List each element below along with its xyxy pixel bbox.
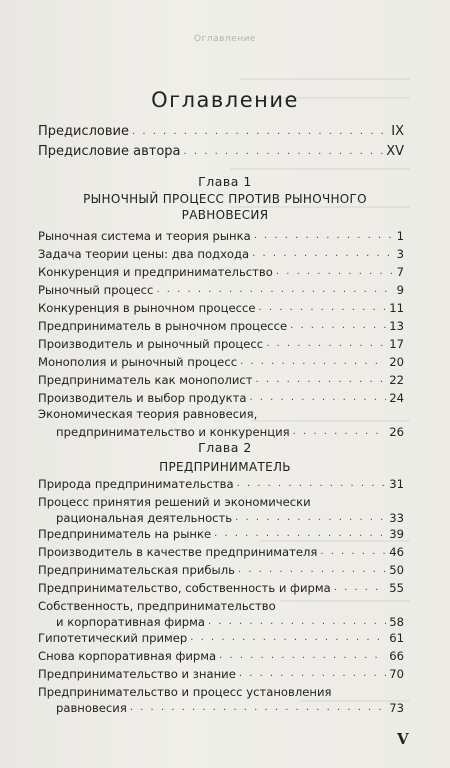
toc-entry-page: 17 (389, 337, 404, 351)
toc-entry-label: Конкуренция в рыночном процессе (38, 301, 256, 315)
toc-entry-page: 55 (389, 581, 404, 595)
toc-entry-label: рациональная деятельность (56, 511, 233, 525)
leader-dots (235, 510, 386, 526)
leader-dots (254, 228, 394, 244)
toc-entry-page: 7 (396, 265, 404, 279)
leader-dots (219, 648, 386, 664)
toc-entry-first-line[interactable] (38, 494, 404, 510)
toc-entry-page: 70 (389, 667, 404, 681)
leader-dots (259, 300, 387, 316)
toc-entry[interactable] (38, 282, 404, 298)
chapter2-number: Глава 2 (198, 440, 252, 455)
toc-entry-label: Предпринимательская прибыль (38, 563, 235, 577)
leader-dots (240, 354, 386, 370)
toc-entry[interactable] (38, 390, 404, 406)
toc-entry-first-line[interactable] (38, 406, 404, 422)
show-through-line (240, 78, 410, 80)
toc-entry-page: 13 (389, 319, 404, 333)
toc-entry-page: 46 (389, 545, 404, 559)
toc-entry[interactable] (38, 264, 404, 280)
toc-entry-page: 33 (389, 511, 404, 525)
leader-dots (132, 124, 388, 140)
toc-entry-page: IX (391, 124, 404, 139)
toc-entry-label: Задача теории цены: два подхода (38, 247, 250, 261)
toc-entry-page: 11 (389, 301, 404, 315)
toc-entry[interactable] (38, 246, 404, 262)
toc-entry-label: Рыночный процесс (38, 283, 154, 297)
toc-entry-label: предпринимательство и конкуренция (56, 425, 290, 439)
toc-entry-page: 61 (389, 631, 404, 645)
toc-entry-author-preface[interactable] (38, 144, 404, 160)
toc-entry-label: Предисловие автора (38, 144, 181, 159)
toc-entry-page: 22 (389, 373, 404, 387)
toc-entry-continuation[interactable] (38, 510, 404, 526)
leader-dots (238, 562, 386, 578)
toc-entry-label: Предпринимательство и знание (38, 667, 236, 681)
toc-entry-label: Предпринимательство и процесс установления (38, 685, 332, 699)
toc-entry-continuation[interactable] (38, 614, 404, 630)
toc-entry-page: XV (386, 144, 404, 159)
leader-dots (208, 614, 386, 630)
toc-entry[interactable] (38, 666, 404, 682)
toc-entry-label: Гипотетический пример (38, 631, 188, 645)
leader-dots (334, 580, 387, 596)
toc-entry[interactable] (38, 372, 404, 388)
toc-entry-page: 39 (389, 527, 404, 541)
leader-dots (130, 700, 386, 716)
toc-entry-page: 1 (396, 229, 404, 243)
page-folio: V (397, 730, 409, 748)
toc-entry-continuation[interactable] (38, 424, 404, 440)
leader-dots (256, 372, 387, 388)
toc-entry-label: Собственность, предпринимательство (38, 599, 276, 613)
toc-entry-page: 3 (396, 247, 404, 261)
leader-dots (266, 336, 386, 352)
toc-entry-label: и корпоративная фирма (56, 615, 205, 629)
toc-entry-page: 58 (389, 615, 404, 629)
toc-entry-label: Процесс принятия решений и экономически (38, 495, 311, 509)
toc-entry-page: 73 (389, 701, 404, 715)
leader-dots (156, 282, 393, 298)
toc-entry-preface[interactable] (38, 124, 404, 140)
leader-dots (290, 318, 386, 334)
toc-entry-label: Производитель и рыночный процесс (38, 337, 264, 351)
show-through-line (230, 168, 410, 170)
toc-entry-page: 31 (389, 477, 404, 491)
chapter1-number: Глава 1 (198, 174, 252, 189)
leader-dots (239, 666, 386, 682)
toc-entry[interactable] (38, 354, 404, 370)
chapter1-title-line1: РЫНОЧНЫЙ ПРОЦЕСС ПРОТИВ РЫНОЧНОГО (83, 192, 367, 206)
toc-entry-continuation[interactable] (38, 700, 404, 716)
toc-entry-label: Производитель в качестве предпринимателя (38, 545, 318, 559)
toc-entry-label: Снова корпоративная фирма (38, 649, 217, 663)
toc-entry[interactable] (38, 648, 404, 664)
chapter1-title-line2: РАВНОВЕСИЯ (181, 208, 269, 222)
leader-dots (237, 476, 387, 492)
toc-entry[interactable] (38, 562, 404, 578)
leader-dots (190, 630, 386, 646)
toc-entry-page: 50 (389, 563, 404, 577)
toc-entry-label: Конкуренция и предпринимательство (38, 265, 273, 279)
toc-entry[interactable] (38, 630, 404, 646)
toc-entry-label: Предпринимательство, собственность и фирма (38, 581, 331, 595)
toc-entry[interactable] (38, 544, 404, 560)
toc-entry-page: 26 (389, 425, 404, 439)
toc-entry-label: Монополия и рыночный процесс (38, 355, 238, 369)
running-head: Оглавление (194, 34, 256, 44)
toc-entry-label: Предприниматель на рынке (38, 527, 212, 541)
page-title: Оглавление (151, 88, 299, 112)
toc-entry[interactable] (38, 228, 404, 244)
toc-entry[interactable] (38, 300, 404, 316)
toc-entry-label: Экономическая теория равновесия, (38, 407, 258, 421)
chapter2-title-line1: ПРЕДПРИНИМАТЕЛЬ (159, 460, 291, 474)
leader-dots (252, 246, 393, 262)
toc-entry[interactable] (38, 336, 404, 352)
leader-dots (276, 264, 394, 280)
leader-dots (214, 526, 386, 542)
toc-entry-label: Производитель и выбор продукта (38, 391, 247, 405)
toc-entry[interactable] (38, 318, 404, 334)
toc-entry[interactable] (38, 476, 404, 492)
toc-entry-label: Предприниматель в рыночном процессе (38, 319, 288, 333)
leader-dots (249, 390, 386, 406)
toc-entry-label: Рыночная система и теория рынка (38, 229, 251, 243)
leader-dots (293, 424, 387, 440)
toc-entry-page: 20 (389, 355, 404, 369)
toc-entry-first-line[interactable] (38, 598, 404, 614)
leader-dots (184, 144, 384, 160)
toc-entry[interactable] (38, 526, 404, 542)
toc-entry-page: 66 (389, 649, 404, 663)
toc-entry-label: Предприниматель как монополист (38, 373, 253, 387)
leader-dots (320, 544, 386, 560)
toc-entry-first-line[interactable] (38, 684, 404, 700)
toc-entry-label: равновесия (56, 701, 127, 715)
toc-entry-label: Природа предпринимательства (38, 477, 234, 491)
toc-entry-page: 9 (396, 283, 404, 297)
toc-entry[interactable] (38, 580, 404, 596)
toc-entry-label: Предисловие (38, 124, 129, 139)
toc-entry-page: 24 (389, 391, 404, 405)
